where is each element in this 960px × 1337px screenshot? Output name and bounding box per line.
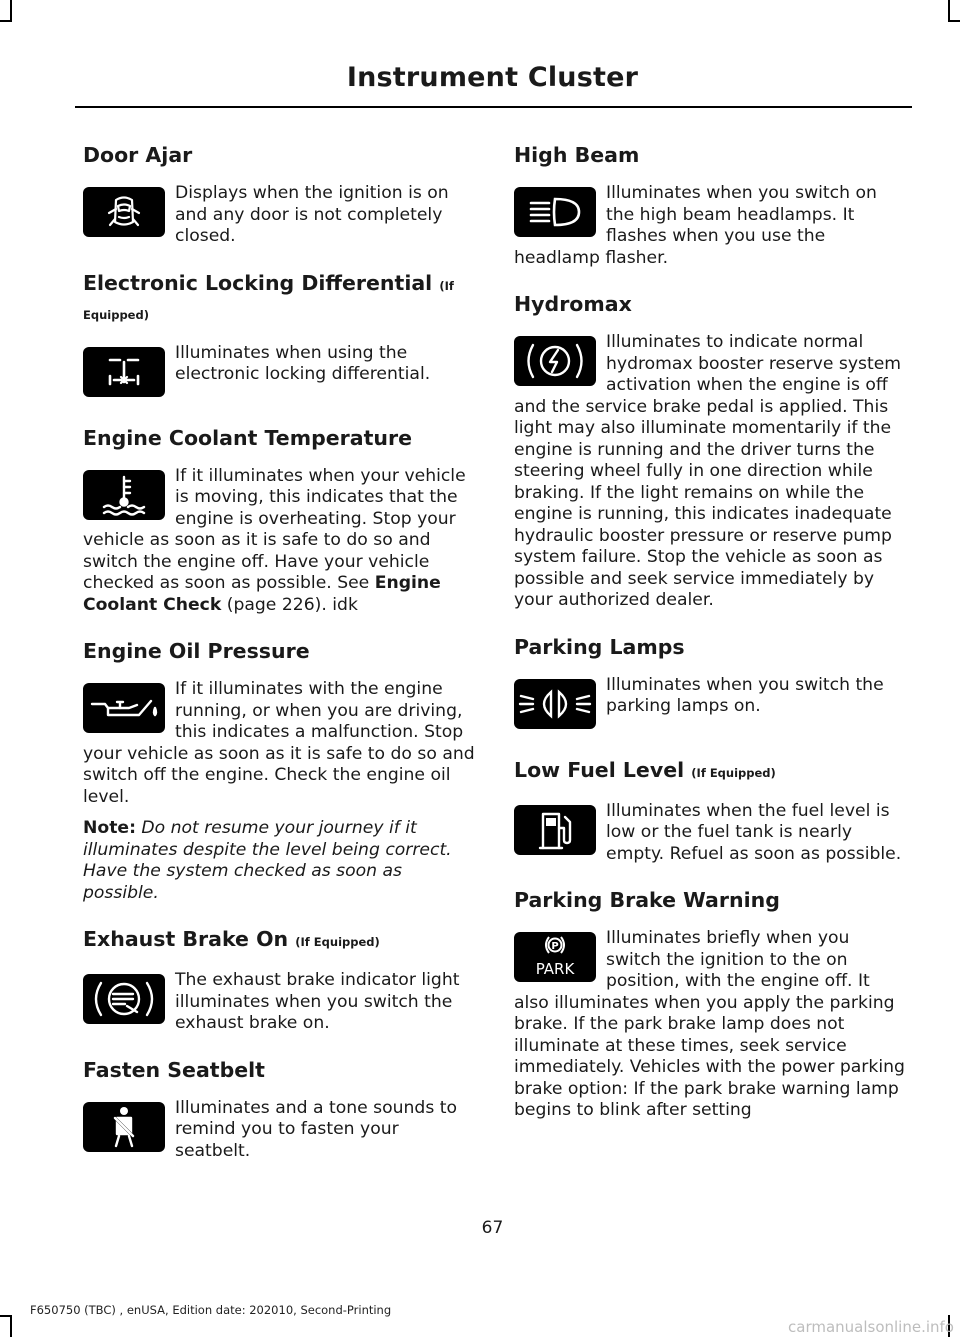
section-heading: Parking Brake Warning: [514, 888, 780, 912]
section-high-beam: [514, 142, 906, 269]
note-text: Do not resume your journey if it illuminates despite the level being correct. Have the system checked as soon as possible.: [83, 818, 452, 903]
section-heading: Engine Coolant Temperature: [83, 425, 412, 450]
section-text: Illuminates when using the electronic locking differential.: [175, 342, 431, 384]
crop-mark: [10, 1315, 12, 1337]
section-text: Illuminates when the fuel level is low or the fuel tank is nearly empty. Refuel as soon as possible.: [606, 800, 902, 864]
crop-mark: [10, 0, 12, 22]
header-divider: [75, 106, 912, 108]
coolant-temperature-icon: [83, 470, 165, 520]
section-text: If it illuminates when your vehicle is moving, this indicates that the engine is overheating. Stop your vehicle as soon as it is safe to do so and switch the engine off. Have your vehicle checked as soon as possible. See: [83, 465, 466, 593]
section-low-fuel-level: [514, 757, 906, 866]
section-heading: Electronic Locking Differential: [83, 270, 433, 295]
crop-mark: [948, 0, 950, 22]
section-heading-suffix: (If Equipped): [691, 765, 776, 780]
section-text: The exhaust brake indicator light illuminates when you switch the exhaust brake on.: [175, 970, 460, 1033]
section-heading: Low Fuel Level: [514, 757, 685, 782]
section-text: Illuminates and a tone sounds to remind you to fasten your seatbelt.: [175, 1097, 458, 1161]
section-door-ajar: [83, 142, 475, 248]
parking-brake-icon: [514, 932, 596, 982]
section-heading: Fasten Seatbelt: [83, 1057, 265, 1082]
section-parking-lamps: [514, 634, 906, 735]
park-icon-label: PARK: [535, 960, 575, 978]
section-heading: Hydromax: [514, 292, 632, 316]
svg-text:P: P: [551, 941, 559, 952]
section-text: Illuminates when you switch on the high beam headlamps. It flashes when you use the headlamp flasher.: [514, 183, 877, 268]
hydromax-icon: [514, 336, 596, 386]
section-heading: Door Ajar: [83, 143, 193, 167]
crop-mark: [0, 1315, 12, 1317]
high-beam-icon: [514, 187, 596, 237]
watermark: carmanualsonline.info: [788, 1318, 954, 1336]
left-column: [83, 142, 475, 1184]
section-heading-suffix: (If Equipped): [295, 935, 380, 949]
footer-edition: F650750 (TBC) , enUSA, Edition date: 202010, Second-Printing: [30, 1303, 392, 1317]
page-number: 67: [481, 1218, 504, 1238]
section-heading: Exhaust Brake On: [83, 927, 289, 951]
door-ajar-icon: [83, 187, 165, 237]
section-text: Illuminates when you switch the parking lamps on.: [606, 674, 884, 716]
locking-differential-icon: [83, 347, 165, 397]
section-fasten-seatbelt: [83, 1057, 475, 1163]
cross-reference-link[interactable]: Engine Coolant Check: [83, 573, 441, 615]
page-title: Instrument Cluster: [346, 62, 639, 93]
section-heading: High Beam: [514, 143, 640, 167]
right-column: [514, 142, 906, 1144]
crop-mark: [0, 20, 12, 22]
oil-pressure-icon: [83, 683, 165, 733]
fuel-pump-icon: [514, 805, 596, 855]
cross-reference-page: (page 226). idk: [221, 594, 358, 615]
section-hydromax: [514, 291, 906, 612]
section-heading: Engine Oil Pressure: [83, 639, 310, 663]
parking-lamps-icon: [514, 679, 596, 729]
section-text: Displays when the ignition is on and any door is not completely closed.: [175, 183, 449, 246]
seatbelt-icon: [83, 1102, 165, 1152]
section-exhaust-brake-on: [83, 926, 475, 1035]
section-text: Illuminates briefly when you switch the ignition to the on position, with the engine off. It also illuminates when you apply the parking brake. If the park brake lamp does not illuminate at these times, seek service immediately. Vehicles with the power parking brake option: If the park brake warning lamp begins to blink after setting: [514, 928, 905, 1120]
section-parking-brake-warning: [514, 887, 906, 1122]
note-label: Note:: [83, 818, 136, 838]
section-text: If it illuminates with the engine running, or when you are driving, this indicates a malfunction. Stop your vehicle as soon as it is safe to do so and switch off the engine. Check the engine oil level.: [83, 679, 475, 807]
section-heading-suffix: (If Equipped): [83, 278, 454, 322]
section-engine-coolant-temperature: [83, 425, 475, 617]
section-engine-oil-pressure: [83, 638, 475, 904]
section-heading: Parking Lamps: [514, 634, 685, 659]
section-text: Illuminates to indicate normal hydromax booster reserve system activation when the engine is off and the service brake pedal is applied. This light may also illuminate momentarily if the engine is running and the driver turns the steering wheel fully in one direction while braking. If the light remains on while the engine is running, this indicates inadequate hydraulic booster pressure or reserve pump system failure. Stop the vehicle as soon as possible and seek service immediately by your authorized dealer.: [514, 332, 902, 610]
section-electronic-locking-differential: [83, 270, 475, 403]
exhaust-brake-icon: [83, 974, 165, 1024]
crop-mark: [948, 20, 960, 22]
